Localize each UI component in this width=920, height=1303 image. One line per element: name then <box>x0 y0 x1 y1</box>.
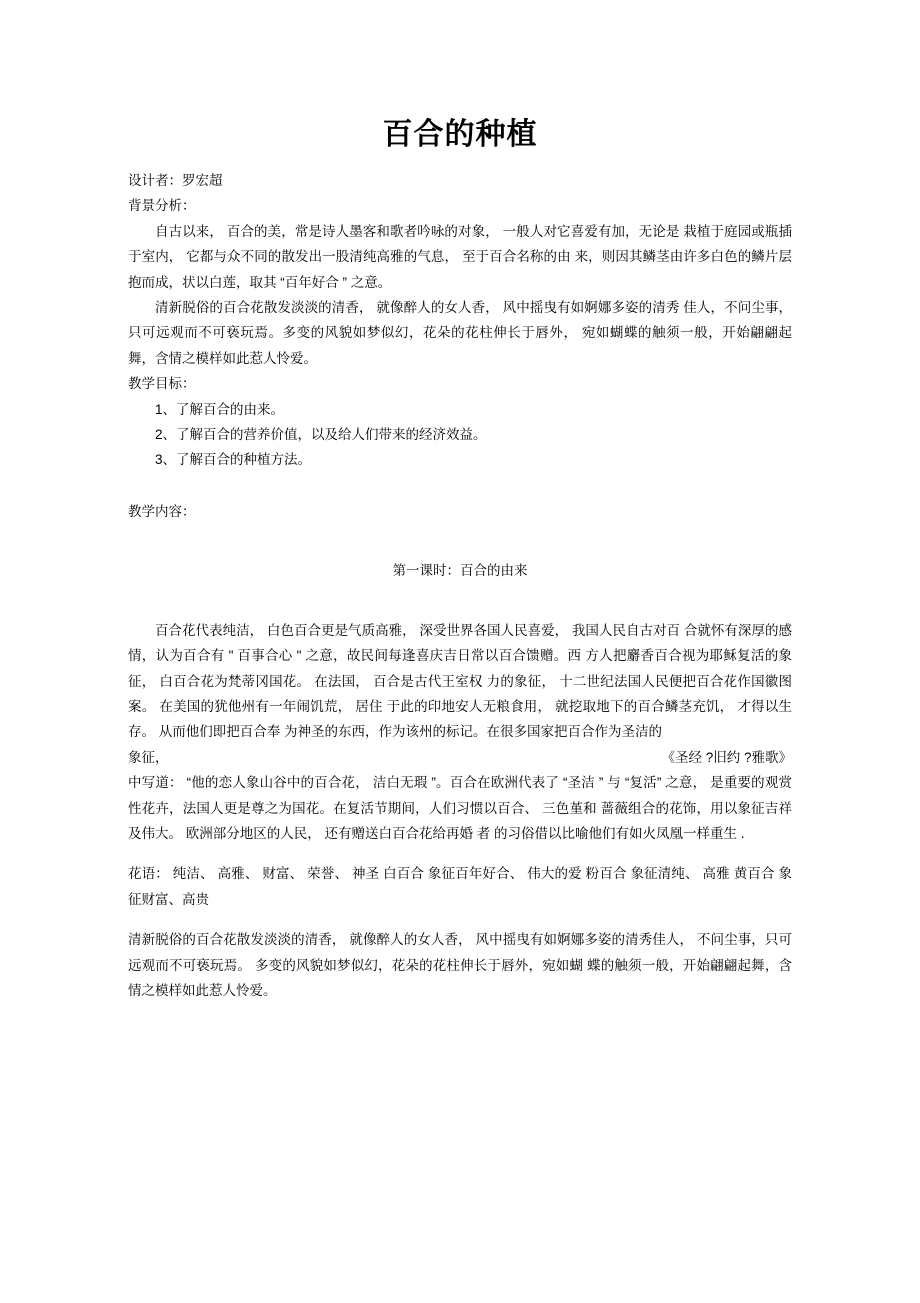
bible-citation-reference: 《圣经 ?旧约 ?雅歌》 <box>661 749 792 765</box>
bible-citation-row <box>128 745 792 770</box>
objective-item-2: 2、了解百合的营养价值，以及给人们带来的经济效益。 <box>155 427 487 443</box>
objective-item-3: 3、了解百合的种植方法。 <box>155 452 312 468</box>
background-paragraph-1: 自古以来， 百合的美，常是诗人墨客和歌者吟咏的对象， 一般人对它喜爱有加，无论是 栽植于庭园或瓶插于室内， 它都与众不同的散发出一股清纯高雅的气息， 至于百合名称的由 来，则因其鳞茎由许多白色的鳞片层抱而成，状以白莲，取其 “百年好合 ” 之意。 <box>128 223 792 290</box>
spacer <box>128 473 792 499</box>
background-paragraph-2: 清新脱俗的百合花散发淡淡的清香， 就像醉人的女人香， 风中摇曳有如婀娜多姿的清秀 佳人，不问尘事，只可远观而不可亵玩焉。多变的风貌如梦似幻，花朵的花柱伸长于唇外， 宛如蝴蝶的触须一般，开始翩翩起舞，含情之模样如此惹人怜爱。 <box>128 300 792 366</box>
spacer <box>128 584 792 618</box>
closing-paragraph: 清新脱俗的百合花散发淡淡的清香， 就像醉人的女人香， 风中摇曳有如婀娜多姿的清秀佳人， 不问尘事，只可远观而不可亵玩焉。 多变的风貌如梦似幻，花朵的花柱伸长于唇外，宛如蝴 蝶的触须一般，开始翩翩起舞，含情之模样如此惹人怜爱。 <box>128 932 792 998</box>
bible-citation-left: 象征， <box>128 749 169 765</box>
lesson-body-part-2: 中写道： “他的恋人象山谷中的百合花， 洁白无瑕 ”。百合在欧洲代表了 “圣洁 ” 与 “复活” 之意， 是重要的观赏性花卉，法国人更是尊之为国花。在复活节期间，人们习惯以百合、 三色堇和 蔷薇组合的花饰，用以象征吉祥及伟大。 欧洲部分地区的人民， 还有赠送白百合花给再婚 者 的习俗借以比喻他们有如火凤凰一样重生 . <box>128 775 792 841</box>
spacer <box>128 153 792 168</box>
lesson-one-heading: 第一课时：百合的由来 <box>392 563 528 579</box>
page-title: 百合的种植 <box>382 118 538 151</box>
spacer <box>128 524 792 558</box>
spacer <box>128 912 792 927</box>
teaching-objectives-label: 教学目标： <box>128 376 196 392</box>
flower-language-paragraph: 花语： 纯洁、 高雅、 财富、 荣誉、 神圣 白百合 象征百年好合、 伟大的爱 粉百合 象征清纯、 高雅 黄百合 象征财富、高贵 <box>128 866 792 907</box>
teaching-content-label: 教学内容： <box>128 503 196 519</box>
lesson-body-part-1: 百合花代表纯洁， 白色百合更是气质高雅， 深受世界各国人民喜爱， 我国人民自古对百 合就怀有深厚的感情，认为百合有 " 百事合心 " 之意，故民间每逢喜庆吉日常以百合馈赠。西 方人把麝香百合视为耶稣复活的象征， 白百合花为梵蒂冈国花。 在法国， 百合是古代王室权 力的象征， 十二世纪法国人民便把百合花作国徽图案。 在美国的犹他州有一年闹饥荒， 居住 于此的印地安人无粮食用， 就挖取地下的百合鳞茎充饥， 才得以生存。 从而他们即把百合奉 为神圣的东西，作为该州的标记。在很多国家把百合作为圣洁的 <box>128 622 792 740</box>
spacer <box>128 846 792 861</box>
objective-item-1: 1、了解百合的由来。 <box>155 401 285 417</box>
designer-line: 设计者：罗宏超 <box>128 173 223 188</box>
background-analysis-label: 背景分析： <box>128 198 196 214</box>
